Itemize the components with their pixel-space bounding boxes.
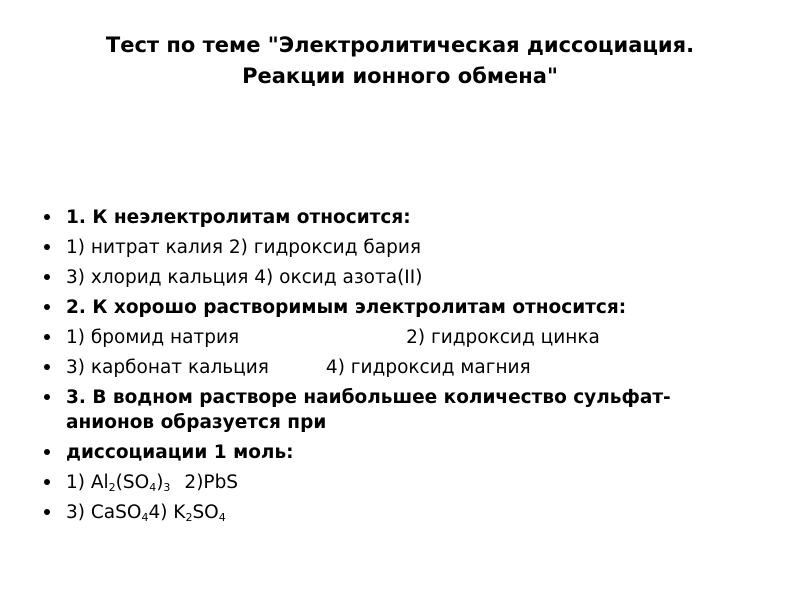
bullet-icon <box>44 214 50 220</box>
question-2-heading: 2. К хорошо растворимым электролитам относится: <box>44 295 764 320</box>
slide-title-line-2: Реакции ионного обмена" <box>242 64 558 88</box>
question-3-options-b: 3) CaSO$_4$4) $K_2SO_4$ <box>44 500 764 525</box>
option-4: 4) гидроксид магния <box>325 357 531 378</box>
question-1-options-b: 3) хлорид кальция 4) оксид азота(II) <box>44 265 764 290</box>
bullet-icon <box>44 244 50 250</box>
bullet-icon <box>44 274 50 280</box>
question-3-heading-cont: диссоциации 1 моль: <box>44 440 764 465</box>
slide-title <box>0 30 800 92</box>
question-list <box>44 205 764 530</box>
question-2-options-a <box>44 325 764 350</box>
bullet-icon <box>44 304 50 310</box>
question-1-heading: 1. К неэлектролитам относится: <box>44 205 764 230</box>
option-2: 2) гидроксид цинка <box>406 327 600 348</box>
bullet-icon <box>44 479 50 485</box>
question-2-options-b <box>44 355 764 380</box>
slide-title-line-1: Тест по теме "Электролитическая диссоциация. <box>105 33 695 57</box>
bullet-icon <box>44 364 50 370</box>
bullet-icon <box>44 449 50 455</box>
question-3-heading: 3. В водном растворе наибольшее количество сульфат-анионов образуется при <box>44 385 726 435</box>
question-1-options-a: 1) нитрат калия 2) гидроксид бария <box>44 235 764 260</box>
bullet-icon <box>44 509 50 515</box>
bullet-icon <box>44 334 50 340</box>
option-3: 3) карбонат кальция <box>66 357 269 378</box>
bullet-icon <box>44 394 50 400</box>
option-1: 1) бромид натрия <box>66 327 240 348</box>
question-3-options-a: 1) $Al_2(SO_4)_3$ 2)PbS <box>44 470 764 495</box>
